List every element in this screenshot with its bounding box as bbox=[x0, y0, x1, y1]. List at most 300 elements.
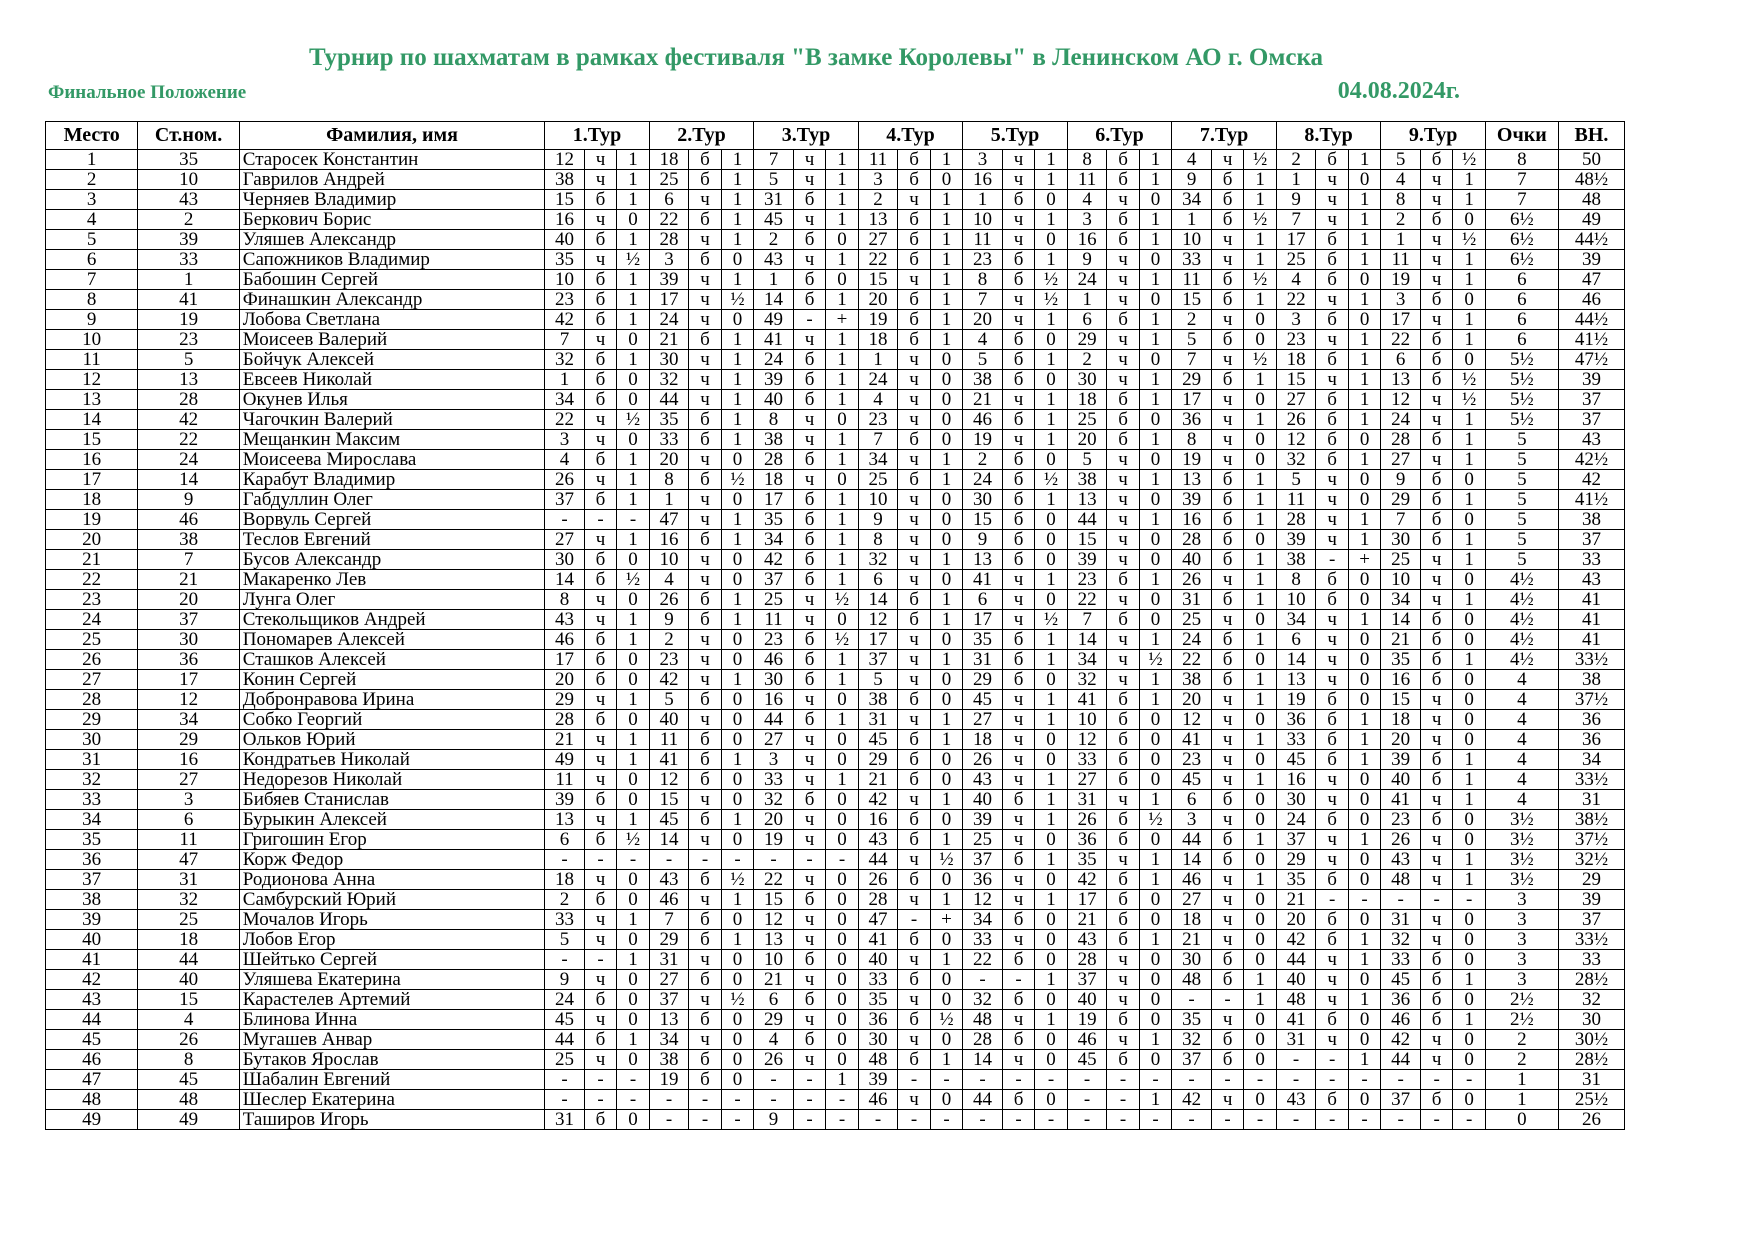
opponent-cell: 5 bbox=[1381, 150, 1421, 170]
opponent-cell: 21 bbox=[754, 970, 794, 990]
player-name-cell: Шабалин Евгений bbox=[239, 1070, 544, 1090]
opponent-cell: - bbox=[649, 850, 689, 870]
color-cell: б bbox=[1211, 670, 1243, 690]
color-cell: ч bbox=[1211, 770, 1243, 790]
result-cell: 0 bbox=[617, 370, 649, 390]
color-cell: ч bbox=[793, 830, 825, 850]
result-cell: 1 bbox=[1348, 830, 1380, 850]
result-cell: 0 bbox=[1453, 570, 1485, 590]
result-cell: 0 bbox=[1244, 450, 1276, 470]
opponent-cell: 31 bbox=[1067, 790, 1107, 810]
result-cell: 0 bbox=[930, 1090, 962, 1110]
opponent-cell: 18 bbox=[649, 150, 689, 170]
result-cell: - bbox=[1035, 1070, 1067, 1090]
tiebreak-cell: 33 bbox=[1558, 950, 1624, 970]
opponent-cell: 16 bbox=[1381, 670, 1421, 690]
opponent-cell: 6 bbox=[545, 830, 585, 850]
opponent-cell: 31 bbox=[858, 710, 898, 730]
color-cell: б bbox=[898, 830, 930, 850]
opponent-cell: 7 bbox=[545, 330, 585, 350]
result-cell: 1 bbox=[826, 290, 858, 310]
result-cell: 0 bbox=[1139, 490, 1171, 510]
opponent-cell: 9 bbox=[545, 970, 585, 990]
result-cell: 0 bbox=[1244, 790, 1276, 810]
player-name-cell: Карастелев Артемий bbox=[239, 990, 544, 1010]
color-cell: ч bbox=[1316, 170, 1348, 190]
color-cell: б bbox=[1107, 890, 1139, 910]
result-cell: 1 bbox=[1348, 410, 1380, 430]
player-name-cell: Окунев Илья bbox=[239, 390, 544, 410]
place-cell: 5 bbox=[46, 230, 138, 250]
color-cell: б bbox=[689, 590, 721, 610]
opponent-cell: 33 bbox=[858, 970, 898, 990]
opponent-cell: 35 bbox=[1172, 1010, 1212, 1030]
opponent-cell: 36 bbox=[963, 870, 1003, 890]
result-cell: 0 bbox=[1139, 450, 1171, 470]
result-cell: 1 bbox=[617, 310, 649, 330]
color-cell: ч bbox=[1211, 390, 1243, 410]
result-cell: 1 bbox=[617, 910, 649, 930]
table-row bbox=[46, 730, 1625, 750]
points-cell: 4 bbox=[1485, 710, 1558, 730]
result-cell: 0 bbox=[930, 530, 962, 550]
color-cell: б bbox=[898, 810, 930, 830]
result-cell: 1 bbox=[1348, 190, 1380, 210]
color-cell: ч bbox=[1107, 190, 1139, 210]
result-cell: 1 bbox=[1348, 510, 1380, 530]
color-cell: ч bbox=[584, 730, 616, 750]
color-cell: ч bbox=[1211, 730, 1243, 750]
opponent-cell: 31 bbox=[649, 950, 689, 970]
result-cell: 1 bbox=[1139, 270, 1171, 290]
tiebreak-cell: 39 bbox=[1558, 370, 1624, 390]
tiebreak-cell: 34 bbox=[1558, 750, 1624, 770]
opponent-cell: 42 bbox=[1172, 1090, 1212, 1110]
opponent-cell: 9 bbox=[1276, 190, 1316, 210]
result-cell: 1 bbox=[1139, 790, 1171, 810]
opponent-cell: 37 bbox=[1172, 1050, 1212, 1070]
table-row bbox=[46, 150, 1625, 170]
result-cell: 0 bbox=[1139, 590, 1171, 610]
player-name-cell: Самбурский Юрий bbox=[239, 890, 544, 910]
color-cell: б bbox=[1211, 830, 1243, 850]
opponent-cell: 17 bbox=[1067, 890, 1107, 910]
opponent-cell: 47 bbox=[649, 510, 689, 530]
opponent-cell: 15 bbox=[649, 790, 689, 810]
result-cell: 0 bbox=[617, 790, 649, 810]
color-cell: б bbox=[898, 690, 930, 710]
color-cell: б bbox=[689, 930, 721, 950]
result-cell: 1 bbox=[1348, 950, 1380, 970]
result-cell: 1 bbox=[1035, 850, 1067, 870]
color-cell: ч bbox=[1002, 150, 1034, 170]
table-row bbox=[46, 430, 1625, 450]
color-cell: ч bbox=[584, 210, 616, 230]
place-cell: 33 bbox=[46, 790, 138, 810]
table-row bbox=[46, 1030, 1625, 1050]
place-cell: 26 bbox=[46, 650, 138, 670]
tiebreak-cell: 41½ bbox=[1558, 330, 1624, 350]
result-cell: 1 bbox=[1244, 250, 1276, 270]
result-cell: ½ bbox=[721, 470, 753, 490]
result-cell: 1 bbox=[930, 230, 962, 250]
opponent-cell: 6 bbox=[1276, 630, 1316, 650]
place-cell: 16 bbox=[46, 450, 138, 470]
result-cell: 1 bbox=[1035, 650, 1067, 670]
place-cell: 8 bbox=[46, 290, 138, 310]
color-cell: ч bbox=[793, 610, 825, 630]
opponent-cell: 20 bbox=[1067, 430, 1107, 450]
opponent-cell: 19 bbox=[1172, 450, 1212, 470]
opponent-cell: 16 bbox=[649, 530, 689, 550]
opponent-cell: 15 bbox=[963, 510, 1003, 530]
color-cell: б bbox=[1002, 950, 1034, 970]
result-cell: + bbox=[930, 910, 962, 930]
color-cell: б bbox=[898, 430, 930, 450]
result-cell: 0 bbox=[1348, 790, 1380, 810]
opponent-cell: 2 bbox=[754, 230, 794, 250]
color-cell: ч bbox=[898, 390, 930, 410]
color-cell: б bbox=[1316, 590, 1348, 610]
color-cell: ч bbox=[898, 450, 930, 470]
result-cell: - bbox=[617, 850, 649, 870]
color-cell: б bbox=[584, 1030, 616, 1050]
points-cell: 0 bbox=[1485, 1110, 1558, 1130]
color-cell: б bbox=[1002, 510, 1034, 530]
header-round-2: 2.Тур bbox=[649, 122, 754, 150]
opponent-cell: 2 bbox=[858, 190, 898, 210]
result-cell: - bbox=[1453, 890, 1485, 910]
opponent-cell: 46 bbox=[649, 890, 689, 910]
result-cell: 0 bbox=[617, 670, 649, 690]
color-cell: б bbox=[1002, 490, 1034, 510]
opponent-cell: 11 bbox=[1067, 170, 1107, 190]
opponent-cell: 16 bbox=[1067, 230, 1107, 250]
color-cell: б bbox=[898, 1010, 930, 1030]
color-cell: - bbox=[689, 1090, 721, 1110]
result-cell: 0 bbox=[1453, 730, 1485, 750]
result-cell: 0 bbox=[1139, 710, 1171, 730]
opponent-cell: 27 bbox=[754, 730, 794, 750]
color-cell: ч bbox=[898, 850, 930, 870]
result-cell: 1 bbox=[1139, 1090, 1171, 1110]
opponent-cell: 22 bbox=[754, 870, 794, 890]
result-cell: 0 bbox=[721, 910, 753, 930]
table-row bbox=[46, 630, 1625, 650]
player-name-cell: Недорезов Николай bbox=[239, 770, 544, 790]
result-cell: 0 bbox=[1035, 1030, 1067, 1050]
opponent-cell: - bbox=[1172, 1070, 1212, 1090]
start-number-cell: 33 bbox=[138, 250, 239, 270]
result-cell: 1 bbox=[617, 1030, 649, 1050]
result-cell: 0 bbox=[721, 550, 753, 570]
color-cell: б bbox=[1211, 950, 1243, 970]
standings-body bbox=[46, 150, 1625, 1130]
color-cell: б bbox=[793, 650, 825, 670]
header-round-8: 8.Тур bbox=[1276, 122, 1381, 150]
result-cell: 1 bbox=[1244, 370, 1276, 390]
opponent-cell: 16 bbox=[963, 170, 1003, 190]
opponent-cell: 19 bbox=[858, 310, 898, 330]
player-name-cell: Габдуллин Олег bbox=[239, 490, 544, 510]
result-cell: 1 bbox=[1453, 850, 1485, 870]
result-cell: 1 bbox=[1244, 550, 1276, 570]
color-cell: ч bbox=[898, 1030, 930, 1050]
opponent-cell: 23 bbox=[1067, 570, 1107, 590]
result-cell: 1 bbox=[930, 290, 962, 310]
color-cell: ч bbox=[1211, 230, 1243, 250]
opponent-cell: 45 bbox=[754, 210, 794, 230]
opponent-cell: 45 bbox=[1381, 970, 1421, 990]
tiebreak-cell: 41 bbox=[1558, 610, 1624, 630]
color-cell: ч bbox=[898, 650, 930, 670]
opponent-cell: 12 bbox=[1276, 430, 1316, 450]
color-cell: ч bbox=[584, 170, 616, 190]
result-cell: 0 bbox=[1453, 510, 1485, 530]
result-cell: 0 bbox=[1139, 350, 1171, 370]
opponent-cell: 21 bbox=[858, 770, 898, 790]
opponent-cell: 25 bbox=[545, 1050, 585, 1070]
opponent-cell: 33 bbox=[649, 430, 689, 450]
place-cell: 12 bbox=[46, 370, 138, 390]
result-cell: ½ bbox=[1244, 270, 1276, 290]
color-cell: б bbox=[793, 790, 825, 810]
color-cell: ч bbox=[1002, 1050, 1034, 1070]
color-cell: б bbox=[1107, 230, 1139, 250]
result-cell: 0 bbox=[1348, 690, 1380, 710]
opponent-cell: 44 bbox=[1067, 510, 1107, 530]
result-cell: 0 bbox=[617, 210, 649, 230]
opponent-cell: 43 bbox=[1067, 930, 1107, 950]
tiebreak-cell: 37½ bbox=[1558, 690, 1624, 710]
color-cell: б bbox=[584, 790, 616, 810]
opponent-cell: 48 bbox=[1172, 970, 1212, 990]
color-cell: ч bbox=[1316, 790, 1348, 810]
color-cell: ч bbox=[898, 490, 930, 510]
result-cell: 1 bbox=[1453, 490, 1485, 510]
color-cell: б bbox=[1316, 410, 1348, 430]
color-cell: ч bbox=[793, 430, 825, 450]
player-name-cell: Бойчук Алексей bbox=[239, 350, 544, 370]
player-name-cell: Гаврилов Андрей bbox=[239, 170, 544, 190]
opponent-cell: 45 bbox=[1172, 770, 1212, 790]
color-cell: ч bbox=[1211, 930, 1243, 950]
result-cell: 0 bbox=[930, 630, 962, 650]
opponent-cell: 15 bbox=[858, 270, 898, 290]
place-cell: 44 bbox=[46, 1010, 138, 1030]
result-cell: 0 bbox=[721, 630, 753, 650]
result-cell: 1 bbox=[826, 770, 858, 790]
result-cell: 1 bbox=[1035, 150, 1067, 170]
color-cell: ч bbox=[898, 990, 930, 1010]
opponent-cell: 35 bbox=[545, 250, 585, 270]
result-cell: 1 bbox=[826, 670, 858, 690]
opponent-cell: 12 bbox=[1067, 730, 1107, 750]
table-row bbox=[46, 230, 1625, 250]
result-cell: 0 bbox=[1348, 470, 1380, 490]
result-cell: 1 bbox=[1035, 310, 1067, 330]
place-cell: 1 bbox=[46, 150, 138, 170]
opponent-cell: 5 bbox=[1276, 470, 1316, 490]
opponent-cell: 16 bbox=[545, 210, 585, 230]
result-cell: 1 bbox=[1348, 930, 1380, 950]
color-cell: ч bbox=[898, 190, 930, 210]
opponent-cell: 5 bbox=[963, 350, 1003, 370]
color-cell: б bbox=[689, 810, 721, 830]
result-cell: 1 bbox=[930, 550, 962, 570]
opponent-cell: 24 bbox=[1172, 630, 1212, 650]
result-cell: 0 bbox=[1453, 810, 1485, 830]
opponent-cell: - bbox=[649, 1110, 689, 1130]
color-cell: ч bbox=[1107, 970, 1139, 990]
opponent-cell: 36 bbox=[1381, 990, 1421, 1010]
color-cell: ч bbox=[1107, 790, 1139, 810]
opponent-cell: 12 bbox=[649, 770, 689, 790]
opponent-cell: 22 bbox=[1276, 290, 1316, 310]
color-cell: ч bbox=[793, 910, 825, 930]
result-cell: - bbox=[721, 1110, 753, 1130]
opponent-cell: 10 bbox=[1381, 570, 1421, 590]
opponent-cell: 26 bbox=[858, 870, 898, 890]
result-cell: 0 bbox=[617, 1010, 649, 1030]
tournament-title: Турнир по шахматам в рамках фестиваля "В замке Королевы" в Ленинском АО г. Омска bbox=[309, 44, 1323, 71]
result-cell: 0 bbox=[617, 1110, 649, 1130]
result-cell: 0 bbox=[1139, 290, 1171, 310]
result-cell: 1 bbox=[1244, 190, 1276, 210]
opponent-cell: - bbox=[1381, 1070, 1421, 1090]
color-cell: б bbox=[793, 570, 825, 590]
player-name-cell: Лобова Светлана bbox=[239, 310, 544, 330]
color-cell: ч bbox=[1107, 510, 1139, 530]
opponent-cell: 42 bbox=[1067, 870, 1107, 890]
color-cell: б bbox=[584, 570, 616, 590]
color-cell: ч bbox=[689, 230, 721, 250]
result-cell: 1 bbox=[1035, 250, 1067, 270]
result-cell: 1 bbox=[1244, 670, 1276, 690]
result-cell: 0 bbox=[721, 570, 753, 590]
opponent-cell: 28 bbox=[1172, 530, 1212, 550]
opponent-cell: 6 bbox=[858, 570, 898, 590]
result-cell: 0 bbox=[617, 890, 649, 910]
color-cell: б bbox=[689, 150, 721, 170]
place-cell: 45 bbox=[46, 1030, 138, 1050]
opponent-cell: 40 bbox=[754, 390, 794, 410]
color-cell: ч bbox=[1002, 310, 1034, 330]
color-cell: - bbox=[689, 850, 721, 870]
result-cell: 0 bbox=[1348, 1030, 1380, 1050]
result-cell: 0 bbox=[617, 330, 649, 350]
opponent-cell: 28 bbox=[858, 890, 898, 910]
result-cell: 0 bbox=[1348, 910, 1380, 930]
opponent-cell: 27 bbox=[545, 530, 585, 550]
opponent-cell: 33 bbox=[754, 770, 794, 790]
place-cell: 4 bbox=[46, 210, 138, 230]
tiebreak-cell: 37 bbox=[1558, 530, 1624, 550]
result-cell: ½ bbox=[826, 630, 858, 650]
color-cell: ч bbox=[1107, 250, 1139, 270]
result-cell: 0 bbox=[1244, 890, 1276, 910]
place-cell: 37 bbox=[46, 870, 138, 890]
opponent-cell: 6 bbox=[754, 990, 794, 1010]
color-cell: б bbox=[1211, 210, 1243, 230]
opponent-cell: 1 bbox=[649, 490, 689, 510]
result-cell: 1 bbox=[930, 650, 962, 670]
start-number-cell: 29 bbox=[138, 730, 239, 750]
player-name-cell: Моисеев Валерий bbox=[239, 330, 544, 350]
color-cell: ч bbox=[1002, 830, 1034, 850]
table-row bbox=[46, 390, 1625, 410]
opponent-cell: 39 bbox=[1067, 550, 1107, 570]
points-cell: 5½ bbox=[1485, 370, 1558, 390]
color-cell: ч bbox=[1420, 590, 1452, 610]
result-cell: 0 bbox=[1348, 1010, 1380, 1030]
player-name-cell: Чагочкин Валерий bbox=[239, 410, 544, 430]
color-cell: ч bbox=[689, 830, 721, 850]
result-cell: 0 bbox=[1035, 950, 1067, 970]
result-cell: 0 bbox=[1348, 490, 1380, 510]
start-number-cell: 17 bbox=[138, 670, 239, 690]
result-cell: 1 bbox=[617, 450, 649, 470]
tiebreak-cell: 49 bbox=[1558, 210, 1624, 230]
tiebreak-cell: 44½ bbox=[1558, 310, 1624, 330]
color-cell: ч bbox=[584, 590, 616, 610]
result-cell: 0 bbox=[721, 790, 753, 810]
result-cell: ½ bbox=[721, 870, 753, 890]
player-name-cell: Финашкин Александр bbox=[239, 290, 544, 310]
color-cell: ч bbox=[584, 1050, 616, 1070]
opponent-cell: 14 bbox=[1276, 650, 1316, 670]
opponent-cell: 37 bbox=[545, 490, 585, 510]
color-cell: б bbox=[1002, 450, 1034, 470]
result-cell: 1 bbox=[617, 630, 649, 650]
opponent-cell: 14 bbox=[1381, 610, 1421, 630]
color-cell: б bbox=[1316, 450, 1348, 470]
opponent-cell: 8 bbox=[1381, 190, 1421, 210]
table-row bbox=[46, 670, 1625, 690]
result-cell: 0 bbox=[930, 490, 962, 510]
color-cell: ч bbox=[1420, 690, 1452, 710]
player-name-cell: Бутаков Ярослав bbox=[239, 1050, 544, 1070]
result-cell: 1 bbox=[617, 230, 649, 250]
start-number-cell: 4 bbox=[138, 1010, 239, 1030]
player-name-cell: Григошин Егор bbox=[239, 830, 544, 850]
opponent-cell: 15 bbox=[1276, 370, 1316, 390]
start-number-cell: 8 bbox=[138, 1050, 239, 1070]
opponent-cell: 49 bbox=[754, 310, 794, 330]
opponent-cell: 25 bbox=[963, 830, 1003, 850]
result-cell: 0 bbox=[1348, 970, 1380, 990]
color-cell: б bbox=[1316, 150, 1348, 170]
result-cell: 1 bbox=[1139, 210, 1171, 230]
color-cell: - bbox=[584, 1090, 616, 1110]
start-number-cell: 47 bbox=[138, 850, 239, 870]
color-cell: ч bbox=[898, 790, 930, 810]
result-cell: 1 bbox=[826, 250, 858, 270]
opponent-cell: 35 bbox=[1276, 870, 1316, 890]
opponent-cell: - bbox=[754, 1070, 794, 1090]
color-cell: ч bbox=[1002, 810, 1034, 830]
color-cell: б bbox=[898, 750, 930, 770]
result-cell: 0 bbox=[930, 930, 962, 950]
result-cell: 1 bbox=[1139, 670, 1171, 690]
result-cell: 1 bbox=[617, 270, 649, 290]
opponent-cell: 11 bbox=[1276, 490, 1316, 510]
points-cell: 4 bbox=[1485, 750, 1558, 770]
opponent-cell: 38 bbox=[649, 1050, 689, 1070]
result-cell: - bbox=[1348, 1110, 1380, 1130]
color-cell: б bbox=[1107, 690, 1139, 710]
color-cell: б bbox=[1002, 370, 1034, 390]
